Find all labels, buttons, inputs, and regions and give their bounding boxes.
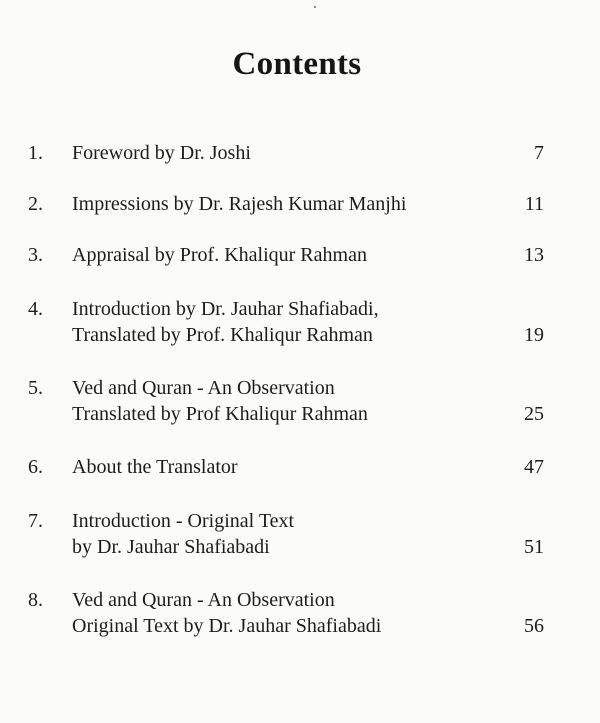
entry-page-number: 13 <box>524 244 544 266</box>
entry-number: 8. <box>28 589 43 611</box>
entry-title-line: Foreword by Dr. Joshi <box>72 142 251 164</box>
entry-title-line: Ved and Quran - An Observation <box>72 377 335 399</box>
entry-number: 4. <box>28 298 43 320</box>
entry-number: 1. <box>28 142 43 164</box>
entry-title-line: Translated by Prof. Khaliqur Rahman <box>72 324 373 346</box>
entry-page-number: 19 <box>524 324 544 346</box>
entry-title <box>72 454 238 480</box>
entry-title-line: Impressions by Dr. Rajesh Kumar Manjhi <box>72 193 407 215</box>
entry-title <box>72 191 406 217</box>
entry-title-line: Translated by Prof Khaliqur Rahman <box>72 403 368 425</box>
entry-title-line: by Dr. Jauhar Shafiabadi <box>72 536 270 558</box>
entry-title <box>72 140 251 166</box>
entry-title-line: Introduction by Dr. Jauhar Shafiabadi, <box>72 298 379 320</box>
entry-title <box>72 375 368 427</box>
entry-page-number: 7 <box>534 142 544 164</box>
entry-number: 2. <box>28 193 43 215</box>
entry-page-number: 51 <box>524 536 544 558</box>
entry-title <box>72 508 294 560</box>
entry-page-number: 25 <box>524 403 544 425</box>
entry-page-number: 11 <box>524 193 544 215</box>
entry-title-line: Original Text by Dr. Jauhar Shafiabadi <box>72 615 382 637</box>
entry-title-line: Ved and Quran - An Observation <box>72 589 335 611</box>
entry-title <box>72 587 381 639</box>
entry-title <box>72 296 379 348</box>
entry-number: 5. <box>28 377 43 399</box>
entry-number: 7. <box>28 510 43 532</box>
entry-page-number: 56 <box>524 615 544 637</box>
entry-title-line: Appraisal by Prof. Khaliqur Rahman <box>72 244 367 266</box>
entry-title-line: Introduction - Original Text <box>72 510 295 532</box>
entry-number: 3. <box>28 244 43 266</box>
entry-title <box>72 242 367 268</box>
page-title: Contents <box>232 46 362 82</box>
entry-number: 6. <box>28 456 43 478</box>
entry-page-number: 47 <box>524 456 544 478</box>
entry-title-line: About the Translator <box>72 456 238 478</box>
